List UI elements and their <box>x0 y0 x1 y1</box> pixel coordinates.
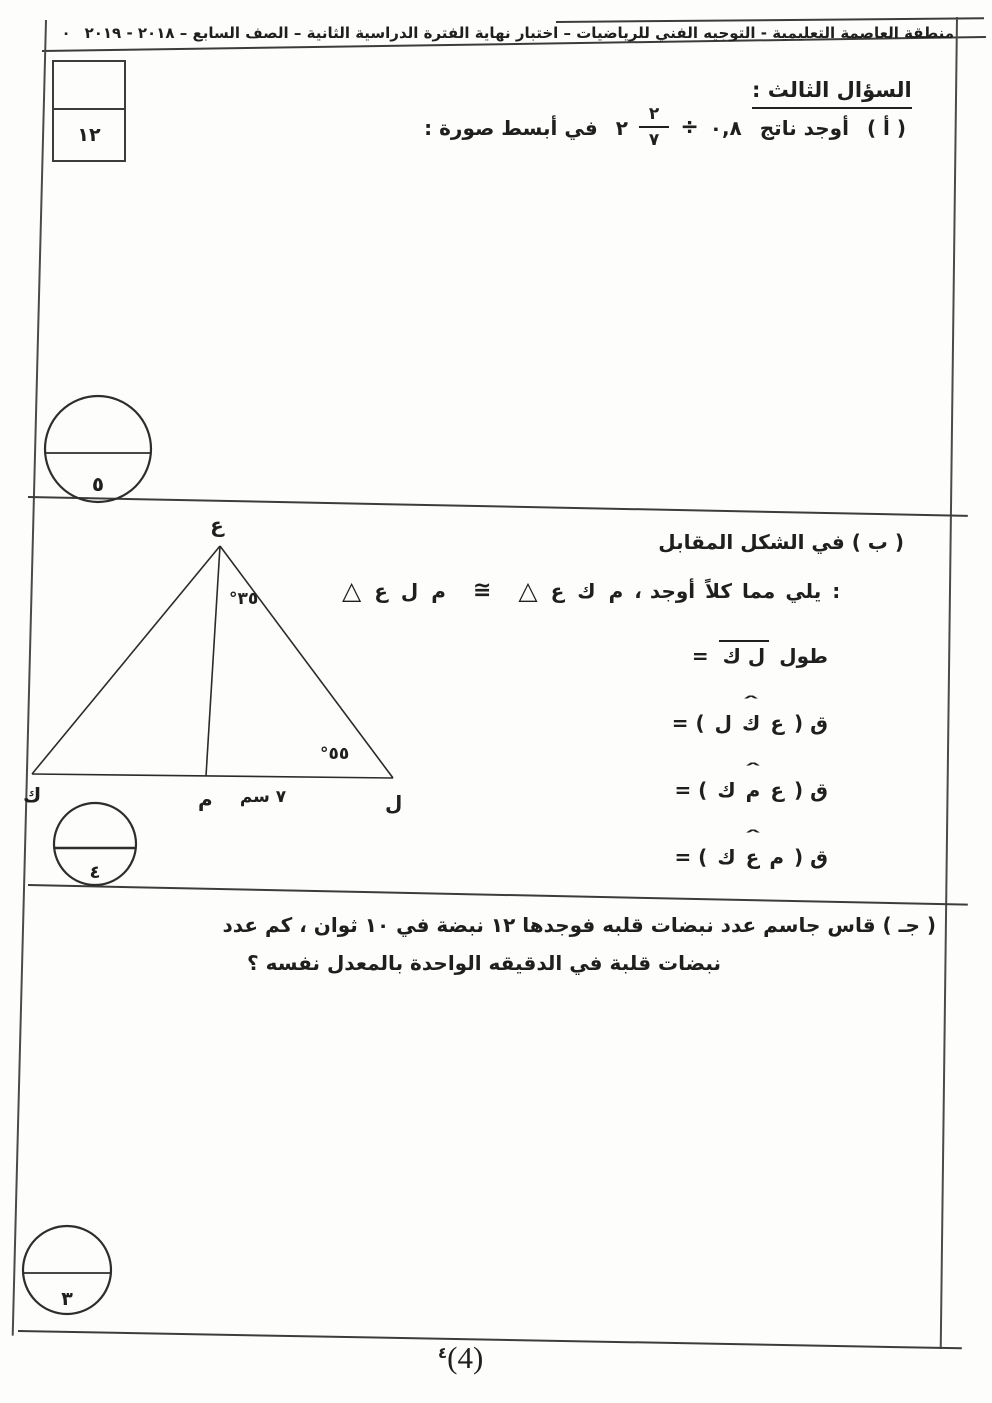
part-a-tail: في أبسط صورة : <box>424 115 598 140</box>
page-number-arabic: ٤ <box>438 1344 448 1362</box>
angle-letter: ك <box>717 778 736 802</box>
apex-angle-label: °٣٥ <box>229 589 259 609</box>
division-expression <box>616 106 742 149</box>
triangle-symbol: △ <box>518 576 538 605</box>
fraction-denominator: ٧ <box>639 126 669 149</box>
congruence-token: ع <box>550 578 565 603</box>
angle-letter: ك <box>717 845 736 869</box>
congruence-token: ع <box>374 578 388 603</box>
congruence-token: أوجد <box>649 578 696 603</box>
part-a-prompt: أوجد ناتج <box>759 115 849 140</box>
item-suffix: = <box>691 644 709 668</box>
score-box-empty-cell <box>54 62 124 110</box>
angle-letter: ع <box>770 778 785 802</box>
part-c-line2: نبضات قلبة في الدقيقه الواحدة بالمعدل نفسه ؟ <box>247 951 721 975</box>
part-c-line1: ( جـ ) قاس جاسم عدد نبضات قلبه فوجدها ١٢ نبضة في ١٠ ثوان ، كم عدد <box>222 913 936 937</box>
item-prefix: طول <box>779 644 828 668</box>
page-bottom-rule <box>18 1330 962 1349</box>
question-title: السؤال الثالث : <box>752 78 912 109</box>
measure-items-list <box>672 626 828 869</box>
page-number-latin: (4) <box>447 1340 484 1375</box>
congruence-token: كلاً <box>705 578 732 603</box>
marks-value-part-c: ٣ <box>61 1288 73 1310</box>
vertex-label-apex: ع <box>210 513 224 537</box>
marks-value-part-a: ٥ <box>91 472 105 496</box>
congruence-token: : <box>832 578 841 603</box>
marks-value-part-b: ٤ <box>89 862 101 883</box>
item-prefix: ق ( <box>794 778 828 802</box>
median-line <box>206 546 220 776</box>
fraction-numerator: ٢ <box>648 104 660 124</box>
item-suffix: ) = <box>671 711 705 735</box>
division-operator: ÷ <box>680 115 699 140</box>
angle-letter: ل <box>714 711 732 735</box>
page-border-right <box>940 17 958 1349</box>
angle-vertex-letter: ˆ ك <box>742 711 760 735</box>
congruence-token: ك <box>577 578 596 603</box>
part-a-label: ( أ ) <box>866 115 906 140</box>
vertex-label-bottom-left: ك <box>23 783 42 807</box>
marks-circle-part-a <box>41 393 155 507</box>
angle-measure-item <box>672 697 828 735</box>
item-prefix: ق ( <box>794 845 828 869</box>
angle-vertex-letter: ˆ ع <box>746 845 760 869</box>
item-suffix: ) = <box>674 845 708 869</box>
base-length-label: ٧ سم <box>239 787 287 807</box>
part-a-line <box>424 106 906 149</box>
vertex-label-bottom-right: ل <box>385 791 403 814</box>
marks-circle-part-c <box>20 1223 114 1317</box>
congruence-token: ، <box>634 578 642 603</box>
congruence-token: ل <box>400 578 419 603</box>
part-c-block <box>176 906 936 982</box>
side-apex-left <box>32 546 220 774</box>
base-side <box>32 774 393 778</box>
congruence-token: م <box>431 578 446 603</box>
segment-length-item <box>692 626 828 668</box>
header-end-mark: ٠ <box>61 24 71 42</box>
triangle-figure <box>15 512 435 814</box>
angle-vertex-letter: ˆ م <box>746 778 761 802</box>
angle-letter: م <box>769 845 785 869</box>
header-top-rule <box>556 17 984 22</box>
angle-measure-item <box>674 764 828 802</box>
vertex-label-midpoint: م <box>198 787 213 811</box>
item-suffix: ) = <box>674 778 708 802</box>
fraction <box>639 106 669 149</box>
total-score-box <box>52 60 126 162</box>
part-b-heading: ( ب ) في الشكل المقابل <box>658 530 904 554</box>
item-prefix: ق ( <box>794 711 828 735</box>
congruence-token: مما <box>742 578 776 603</box>
angle-measure-item <box>674 831 828 869</box>
mixed-number-whole: ٢ <box>615 115 628 140</box>
page-number <box>438 1340 483 1376</box>
congruence-symbol: ≅ <box>472 578 492 603</box>
score-box-total-cell: ١٢ <box>77 124 101 146</box>
decimal-operand: ٠,٨ <box>709 115 742 140</box>
section-divider-2 <box>28 884 968 906</box>
right-angle-label: °٥٥ <box>320 744 350 764</box>
angle-letter: ع <box>770 711 785 735</box>
segment-name: ل ك <box>719 640 770 668</box>
header-title: منطقة العاصمة التعليمية - التوجيه الفني للرياضيات – اختبار نهاية الفترة الدراسية الثانية – الصف السابع – ٢٠١٨ - ٢٠١٩ <box>84 24 954 42</box>
triangle-symbol: △ <box>342 576 362 605</box>
congruence-token: يلي <box>785 578 822 603</box>
side-apex-right <box>220 546 393 778</box>
congruence-token: م <box>608 578 624 603</box>
exam-header <box>61 24 954 42</box>
marks-circle-part-b <box>50 800 140 890</box>
